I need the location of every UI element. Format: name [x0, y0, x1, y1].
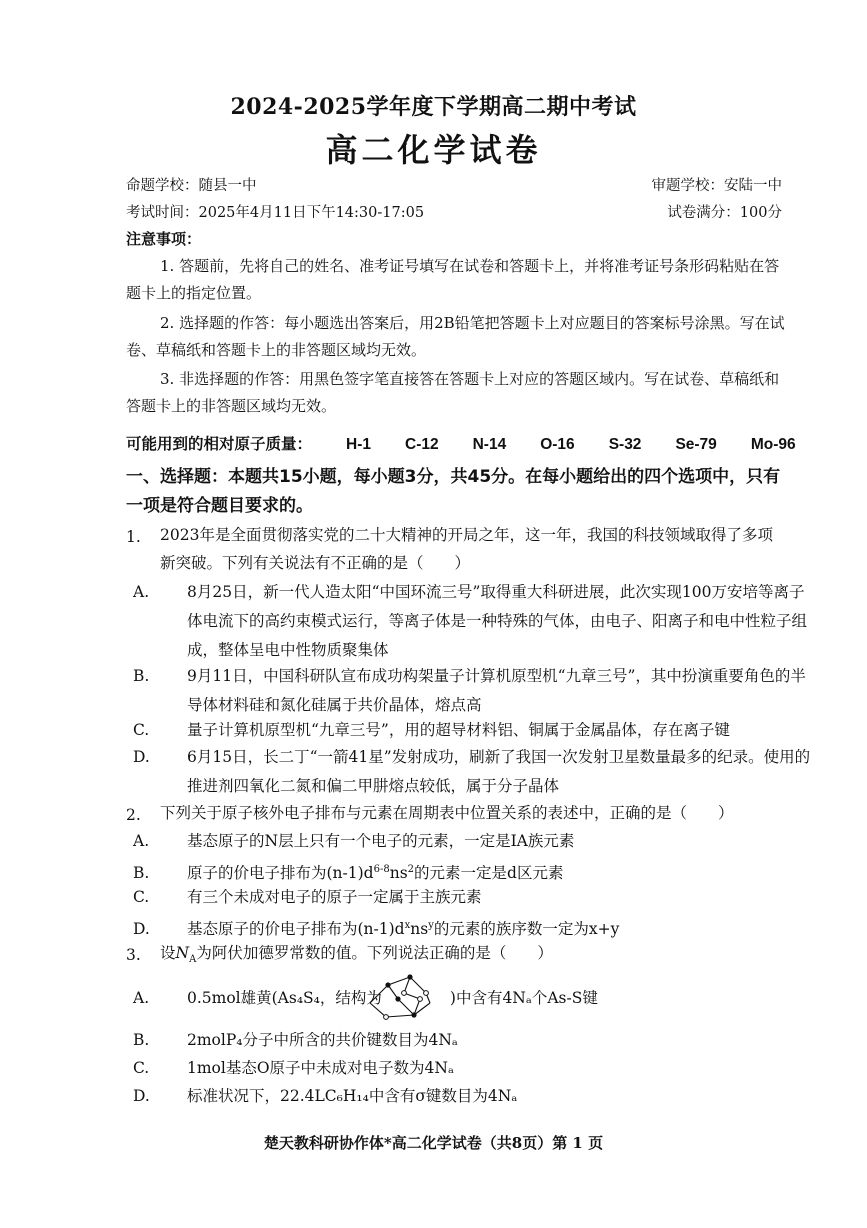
paper-subtitle: 高二化学试卷: [325, 131, 542, 169]
question-3-stem: [160, 939, 786, 974]
atomic-mass-h: H-1: [346, 436, 371, 453]
full-score: 试卷满分：100分: [667, 205, 782, 221]
notice-item-3: 3. 非选择题的作答：用黑色签字笔直接答在答题卡上对应的答题区域内。写在试卷、草稿纸和答题卡上的非答题区域均无效。: [126, 370, 780, 415]
page-footer: 楚天教科研协作体*高二化学试卷（共8页）第 1 页: [263, 1134, 604, 1152]
question-1-option-a: [133, 578, 813, 665]
option-text: 0.5mol雄黄(As₄S₄，结构为: [187, 989, 382, 1007]
option-text-post: 的元素一定是d区元素: [414, 864, 564, 883]
option-label: D.: [133, 920, 150, 939]
option-text: 6月15日，长二丁“一箭41星”发射成功，刷新了我国一次发射卫星数量最多的纪录。使用的推进剂四氧化二氮和偏二甲肼熔点较低，属于分子晶体: [187, 748, 811, 795]
option-label: C.: [133, 1059, 150, 1077]
option-text: 有三个未成对电子的原子一定属于主族元素: [187, 888, 482, 906]
question-3-option-b: [133, 1026, 813, 1055]
option-text: 1mol基态O原子中未成对电子数为4Nₐ: [187, 1059, 454, 1077]
notice-item-2: 2. 选择题的作答：每小题选出答案后，用2B铅笔把答题卡上对应题目的答案标号涂黑。写在试卷、草稿纸和答题卡上的非答题区域均无效。: [126, 314, 785, 359]
question-2-stem: 下列关于原子核外电子排布与元素在周期表中位置关系的表述中，正确的是（ ）: [160, 804, 734, 822]
option-label: D.: [133, 748, 150, 766]
option-text-pre: 原子的价电子排布为(n-1)d: [187, 864, 374, 883]
option-label: B.: [133, 1031, 150, 1049]
superscript: 6-8: [373, 864, 390, 875]
question-1-stem: 2023年是全面贯彻落实党的二十大精神的开局之年，这一年，我国的科技领域取得了多项新突破。下列有关说法有不正确的是（ ）: [160, 526, 773, 572]
atomic-mass-s: S-32: [608, 436, 642, 453]
notice-item-1: 1. 答题前，先将自己的姓名、准考证号填写在试卷和答题卡上，并将准考证号条形码粘贴在答题卡上的指定位置。: [126, 257, 780, 302]
setter-school: 命题学校：随县一中: [126, 178, 257, 194]
option-label: C.: [133, 721, 150, 739]
question-3-option-d: [133, 1082, 813, 1111]
superscript: y: [428, 920, 434, 931]
question-1-number: 1.: [126, 528, 141, 546]
section-one-heading: 一、选择题：本题共15小题，每小题3分，共45分。在每小题给出的四个选项中，只有一项是符合题目要求的。: [126, 467, 781, 516]
atomic-mass-se: Se-79: [675, 436, 717, 453]
option-label: B.: [133, 667, 150, 685]
option-label: D.: [133, 1087, 150, 1105]
question-3-option-a: [133, 984, 813, 1013]
option-text: 2molP₄分子中所含的共价键数目为4Nₐ: [187, 1031, 458, 1049]
option-label: B.: [133, 864, 150, 883]
stem-post: 为阿伏加德罗常数的值。下列说法正确的是（ ）: [196, 944, 553, 962]
option-text-post: )中含有4Nₐ个As-S键: [449, 989, 598, 1007]
notice-heading: 注意事项：: [126, 230, 202, 248]
option-text: 8月25日，新一代人造太阳“中国环流三号”取得重大科研进展，此次实现100万安培等离子体电流下的高约束模式运行，等离子体是一种特殊的气体，由电子、阳离子和电中性粒子组成，整体呈电中性物质聚集体: [187, 583, 808, 659]
option-text: 量子计算机原型机“九章三号”，用的超导材料铝、铜属于金属晶体，存在离子键: [187, 721, 730, 739]
option-label: A.: [133, 832, 150, 850]
stem-pre: 设: [160, 944, 176, 962]
avogadro-symbol: N: [175, 944, 190, 962]
exam-time: 考试时间：2025年4月11日下午14:30-17:05: [126, 205, 425, 221]
atomic-masses: [126, 432, 796, 454]
option-label: C.: [133, 888, 150, 906]
question-1-option-c: [133, 716, 813, 745]
superscript: 2: [407, 864, 415, 875]
option-text: 基态原子的N层上只有一个电子的元素，一定是IA族元素: [187, 832, 575, 850]
option-label: A.: [133, 989, 150, 1007]
avogadro-subscript: A: [189, 954, 197, 966]
question-3-number: 3.: [126, 946, 141, 964]
question-1-option-b: [133, 662, 813, 720]
option-text-mid: ns: [410, 920, 429, 939]
option-text-mid: ns: [389, 864, 408, 883]
option-text-post: 的元素的族序数一定为x+y: [433, 920, 620, 939]
atomic-mass-n: N-14: [472, 436, 507, 453]
option-text: 9月11日，中国科研队宣布成功构架量子计算机原型机“九章三号”，其中扮演重要角色的半导体材料硅和氮化硅属于共价晶体，熔点高: [187, 667, 806, 714]
exam-title: 2024-2025学年度下学期高二期中考试: [230, 94, 637, 120]
question-3-option-c: [133, 1054, 813, 1083]
atomic-mass-o: O-16: [540, 436, 575, 453]
atomic-mass-c: C-12: [405, 436, 439, 453]
question-1-option-d: [133, 743, 813, 801]
atomic-mass-mo: Mo-96: [750, 436, 796, 453]
reviewer-school: 审题学校：安陆一中: [651, 178, 782, 194]
atomic-masses-label: 可能用到的相对原子质量：: [126, 436, 313, 453]
question-2-number: 2.: [126, 806, 141, 824]
option-text: 标准状况下，22.4LC₆H₁₄中含有σ键数目为4Nₐ: [187, 1087, 518, 1105]
option-label: A.: [133, 583, 150, 601]
superscript: x: [404, 920, 411, 931]
option-text-pre: 基态原子的价电子排布为(n-1)d: [187, 920, 405, 939]
question-2-option-a: [133, 827, 813, 856]
question-2-option-c: [133, 883, 813, 912]
as4s4-structure-diagram: [366, 973, 434, 1023]
